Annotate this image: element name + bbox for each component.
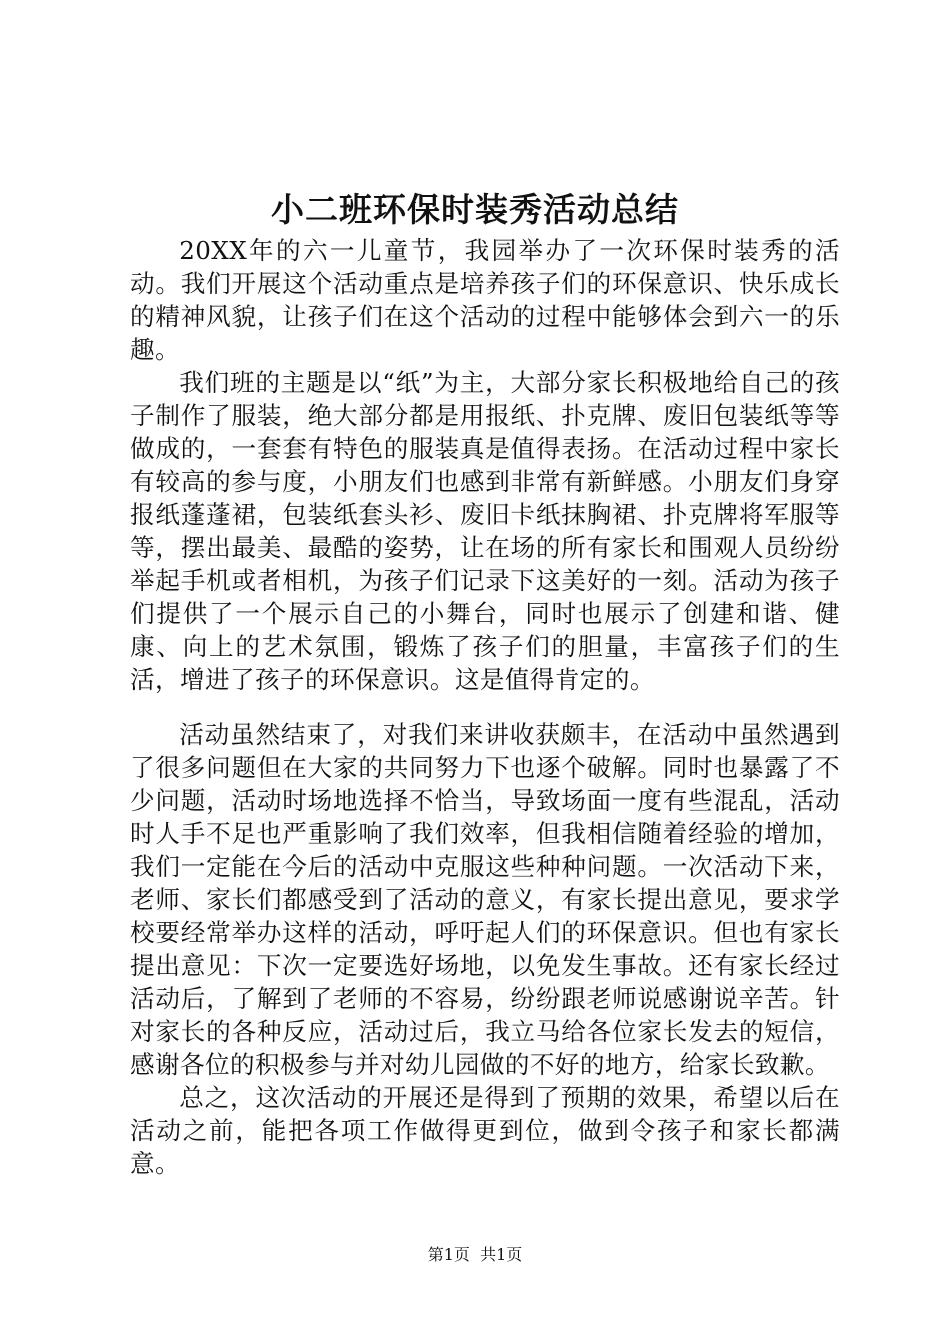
paragraph-intro: 20XX年的六一儿童节，我园举办了一次环保时装秀的活动。我们开展这个活动重点是培养孩子们的环保意识、快乐成长的精神风貌，让孩子们在这个活动的过程中能够体会到六一的乐趣。 <box>130 236 840 364</box>
document-body <box>130 234 840 1180</box>
page-number-footer: 第1页 共1页 <box>427 1245 523 1264</box>
paragraph-conclusion: 总之，这次活动的开展还是得到了预期的效果，希望以后在活动之前，能把各项工作做得更到位，做到令孩子和家长都满意。 <box>130 1083 840 1178</box>
paragraph-theme: 我们班的主题是以“纸”为主，大部分家长积极地给自己的孩子制作了服装，绝大部分都是用报纸、扑克牌、废旧包装纸等等做成的，一套套有特色的服装真是值得表扬。在活动过程中家长有较高的参与度，小朋友们也感到非常有新鲜感。小朋友们身穿报纸蓬蓬裙，包装纸套头衫、废旧卡纸抹胸裙、扑克牌将军服等等，摆出最美、最酷的姿势，让在场的所有家长和围观人员纷纷举起手机或者相机，为孩子们记录下这美好的一刻。活动为孩子们提供了一个展示自己的小舞台，同时也展示了创建和谐、健康、向上的艺术氛围，锻炼了孩子们的胆量，丰富孩子们的生活，增进了孩子的环保意识。这是值得肯定的。 <box>130 368 840 694</box>
paragraph-reflection: 活动虽然结束了，对我们来讲收获颇丰，在活动中虽然遇到了很多问题但在大家的共同努力下也逐个破解。同时也暴露了不少问题，活动时场地选择不恰当，导致场面一度有些混乱，活动时人手不足也严重影响了我们效率，但我相信随着经验的增加，我们一定能在今后的活动中克服这些种种问题。一次活动下来，老师、家长们都感受到了活动的意义，有家长提出意见，要求学校要经常举办这样的活动，呼吁起人们的环保意识。但也有家长提出意见：下次一定要选好场地，以免发生事故。还有家长经过活动后，了解到了老师的不容易，纷纷跟老师说感谢说辛苦。针对家长的各种反应，活动过后，我立马给各位家长发去的短信，感谢各位的积极参与并对幼儿园做的不好的地方，给家长致歉。 <box>130 720 840 1079</box>
document-title: 小二班环保时装秀活动总结 <box>271 190 679 229</box>
